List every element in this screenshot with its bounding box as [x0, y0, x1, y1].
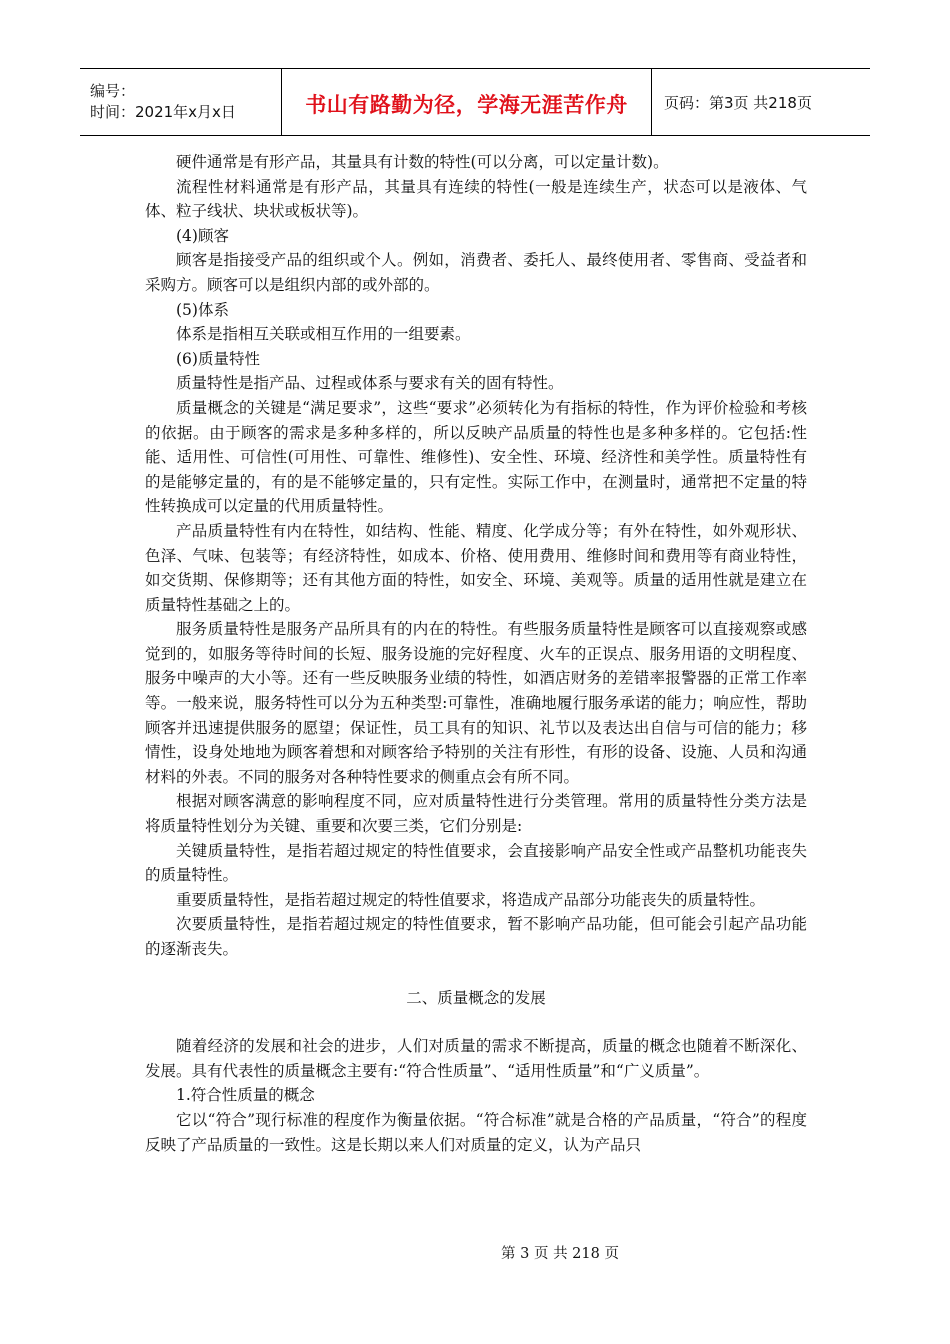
paragraph: 根据对顾客满意的影响程度不同，应对质量特性进行分类管理。常用的质量特性分类方法是将质量特性划分为关键、重要和次要三类，它们分别是: — [145, 792, 807, 836]
header-motto: 书山有路勤为径，学海无涯苦作舟 — [305, 93, 628, 117]
page-header — [80, 68, 870, 136]
paragraph: 服务质量特性是服务产品所具有的内在的特性。有些服务质量特性是顾客可以直接观察或感觉到的，如服务等待时间的长短、服务设施的完好程度、火车的正误点、服务用语的文明程度、服务中噪声的大小等。还有一些反映服务业绩的特性，如酒店财务的差错率报警器的正常工作率等。一般来说，服务特性可以分为五种类型:可靠性，准确地履行服务承诺的能力；响应性，帮助顾客并迅速提供服务的愿望；保证性，员工具有的知识、礼节以及表达出自信与可信的能力；移情性，设身处地地为顾客着想和对顾客给予特别的关注有形性，有形的设备、设施、人员和沟通材料的外表。不同的服务对各种特性要求的侧重点会有所不同。 — [145, 620, 807, 786]
paragraph: (6)质量特性 — [176, 349, 260, 368]
paragraphs-after — [145, 1034, 807, 1157]
paragraph: 次要质量特性，是指若超过规定的特性值要求，暂不影响产品功能，但可能会引起产品功能的逐渐丧失。 — [145, 915, 807, 958]
paragraph: 它以“符合”现行标准的程度作为衡量依据。“符合标准”就是合格的产品质量，“符合”的程度反映了产品质量的一致性。这是长期以来人们对质量的定义，认为产品只 — [145, 1110, 807, 1154]
paragraph: (4)顾客 — [176, 226, 229, 245]
page-footer: 第 3 页 共 218 页 — [501, 1246, 619, 1262]
section-title: 二、质量概念的发展 — [406, 988, 546, 1007]
paragraph: 随着经济的发展和社会的进步，人们对质量的需求不断提高，质量的概念也随着不断深化、发展。具有代表性的质量概念主要有:“符合性质量”、“适用性质量”和“广义质量”。 — [145, 1037, 807, 1080]
document-body — [145, 150, 807, 1157]
paragraph: 质量概念的关键是“满足要求”，这些“要求”必须转化为有指标的特性，作为评价检验和考核的依据。由于顾客的需求是多种多样的，所以反映产品质量的特性也是多种多样的。它包括:性能、适用性、可信性(可用性、可靠性、维修性)、安全性、环境、经济性和美学性。质量特性有的是能够定量的，有的是不能够定量的，只有定性。实际工作中，在测量时，通常把不定量的特性转换成可以定量的代用质量特性。 — [145, 398, 807, 516]
paragraph: 关键质量特性，是指若超过规定的特性值要求，会直接影响产品安全性或产品整机功能丧失的质量特性。 — [145, 841, 807, 885]
header-page-label: 页码：第3页 共218页 — [664, 93, 812, 112]
paragraph: 产品质量特性有内在特性，如结构、性能、精度、化学成分等；有外在特性，如外观形状、色泽、气味、包装等；有经济特性，如成本、价格、使用费用、维修时间和费用等有商业特性，如交货期、保修期等；还有其他方面的特性，如安全、环境、美观等。质量的适用性就是建立在质量特性基础之上的。 — [145, 521, 807, 614]
paragraph: 硬件通常是有形产品，其量具有计数的特性(可以分离，可以定量计数)。 — [176, 153, 669, 171]
paragraph: 质量特性是指产品、过程或体系与要求有关的固有特性。 — [176, 374, 564, 393]
paragraph: 体系是指相互关联或相互作用的一组要素。 — [176, 325, 471, 344]
paragraph: (5)体系 — [176, 300, 229, 319]
paragraph: 流程性材料通常是有形产品，其量具有连续的特性(一般是连续生产，状态可以是液体、气体、粒子线状、块状或板状等)。 — [145, 177, 807, 221]
paragraphs-before — [145, 150, 807, 962]
paragraph: 1.符合性质量的概念 — [176, 1086, 315, 1105]
header-meta — [80, 69, 282, 135]
header-page-cell — [652, 69, 870, 135]
paragraph: 顾客是指接受产品的组织或个人。例如，消费者、委托人、最终使用者、零售商、受益者和采购方。顾客可以是组织内部的或外部的。 — [145, 251, 807, 294]
header-motto-cell — [282, 69, 652, 135]
document-date-label: 时间：2021年x月x日 — [90, 103, 236, 121]
paragraph: 重要质量特性，是指若超过规定的特性值要求，将造成产品部分功能丧失的质量特性。 — [176, 890, 766, 909]
document-number-label: 编号： — [90, 82, 136, 100]
